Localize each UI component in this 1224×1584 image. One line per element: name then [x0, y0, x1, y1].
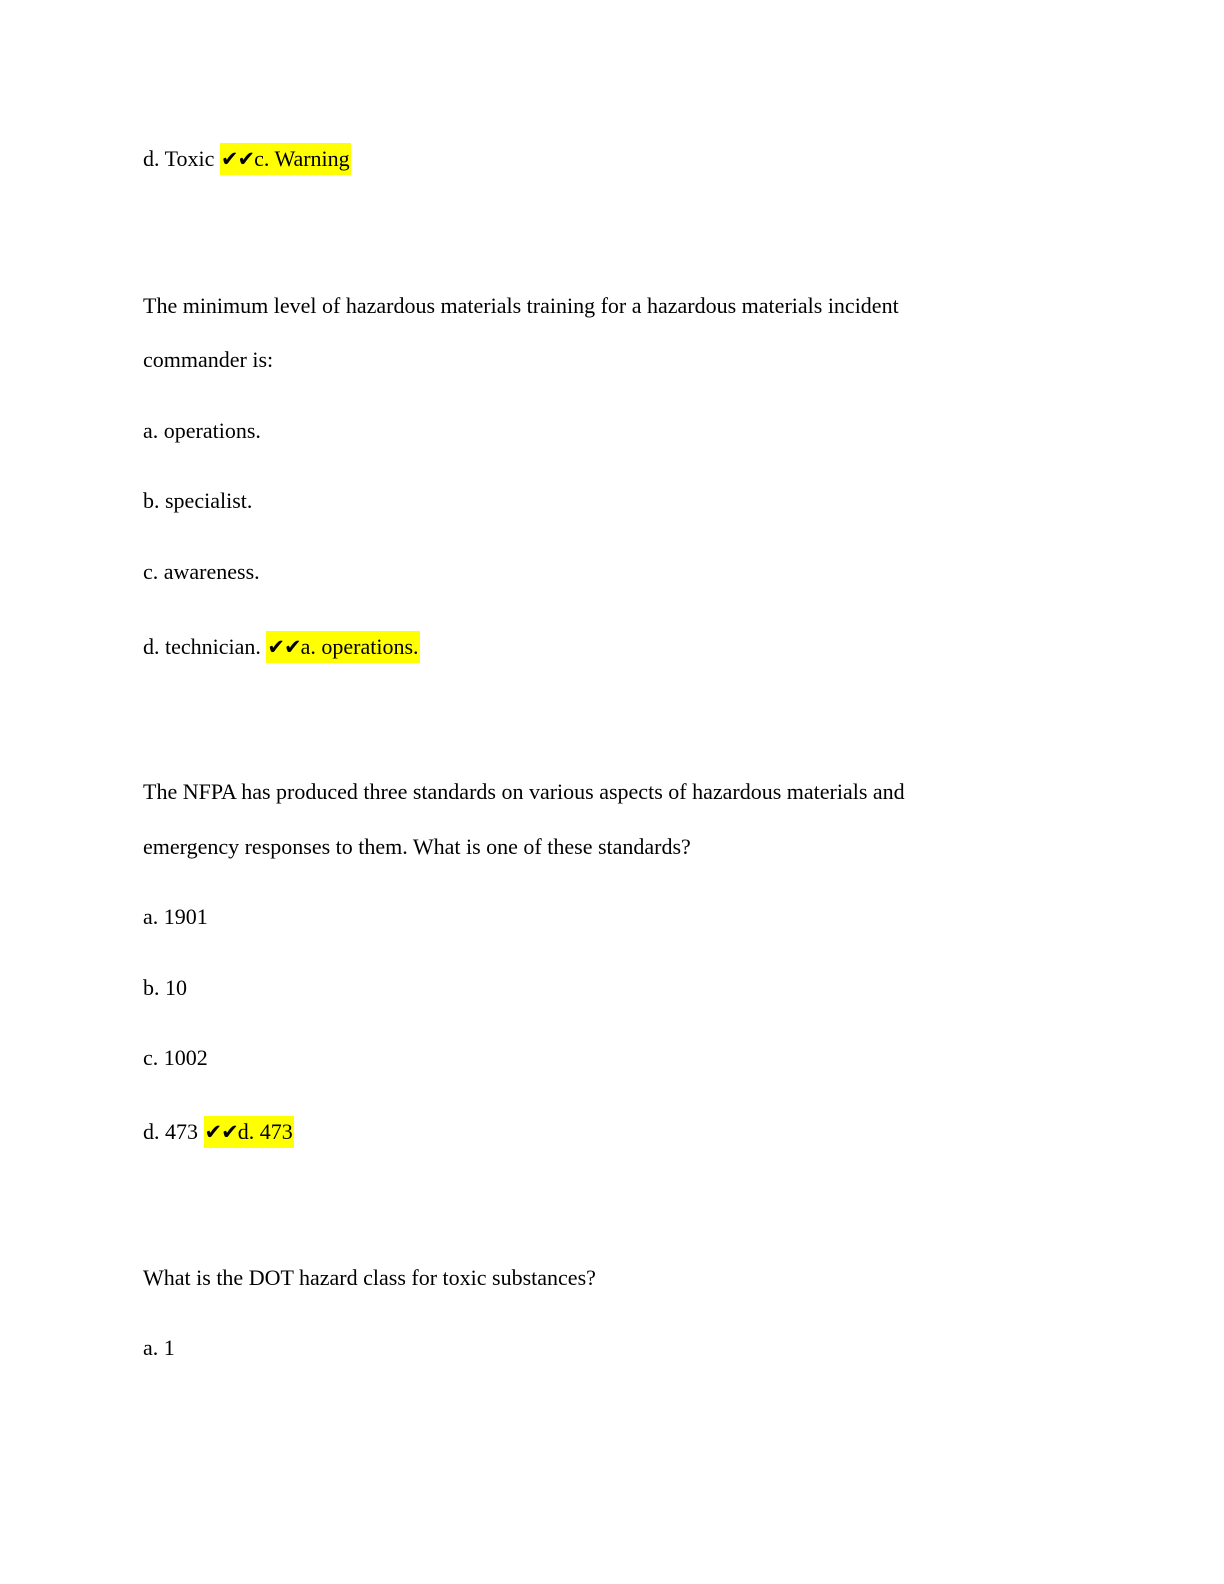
q1-question-line2: commander is: — [143, 347, 274, 372]
q1-option-c: c. awareness. — [143, 559, 260, 584]
answer-text: d. 473 — [237, 1119, 293, 1144]
q2-question-line1: The NFPA has produced three standards on various aspects of hazardous materials and — [143, 779, 905, 804]
q3-option-a: a. 1 — [143, 1335, 175, 1360]
answer-text: a. operations. — [300, 634, 419, 659]
answer-highlight — [220, 143, 351, 175]
answer-highlight — [204, 1116, 294, 1148]
q1-option-d-line — [143, 636, 420, 658]
double-checkmark-icon: ✔✔ — [220, 147, 255, 171]
q3-question-line1: What is the DOT hazard class for toxic substances? — [143, 1265, 596, 1290]
option-text: d. 473 — [143, 1119, 198, 1144]
q0-option-d-line — [143, 148, 351, 170]
q2-option-b: b. 10 — [143, 975, 187, 1000]
q1-option-b: b. specialist. — [143, 488, 253, 513]
double-checkmark-icon: ✔✔ — [204, 1120, 238, 1144]
answer-highlight — [266, 631, 419, 663]
option-text: d. technician. — [143, 634, 261, 659]
q2-option-a: a. 1901 — [143, 904, 208, 929]
answer-text: c. Warning — [254, 146, 350, 171]
q1-option-a: a. operations. — [143, 418, 261, 443]
q1-question-line1: The minimum level of hazardous materials training for a hazardous materials incident — [143, 293, 899, 318]
double-checkmark-icon: ✔✔ — [267, 635, 301, 659]
q2-question-line2: emergency responses to them. What is one of these standards? — [143, 834, 691, 859]
q2-option-d-line — [143, 1121, 294, 1143]
q2-option-c: c. 1002 — [143, 1045, 208, 1070]
option-text: d. Toxic — [143, 146, 215, 171]
